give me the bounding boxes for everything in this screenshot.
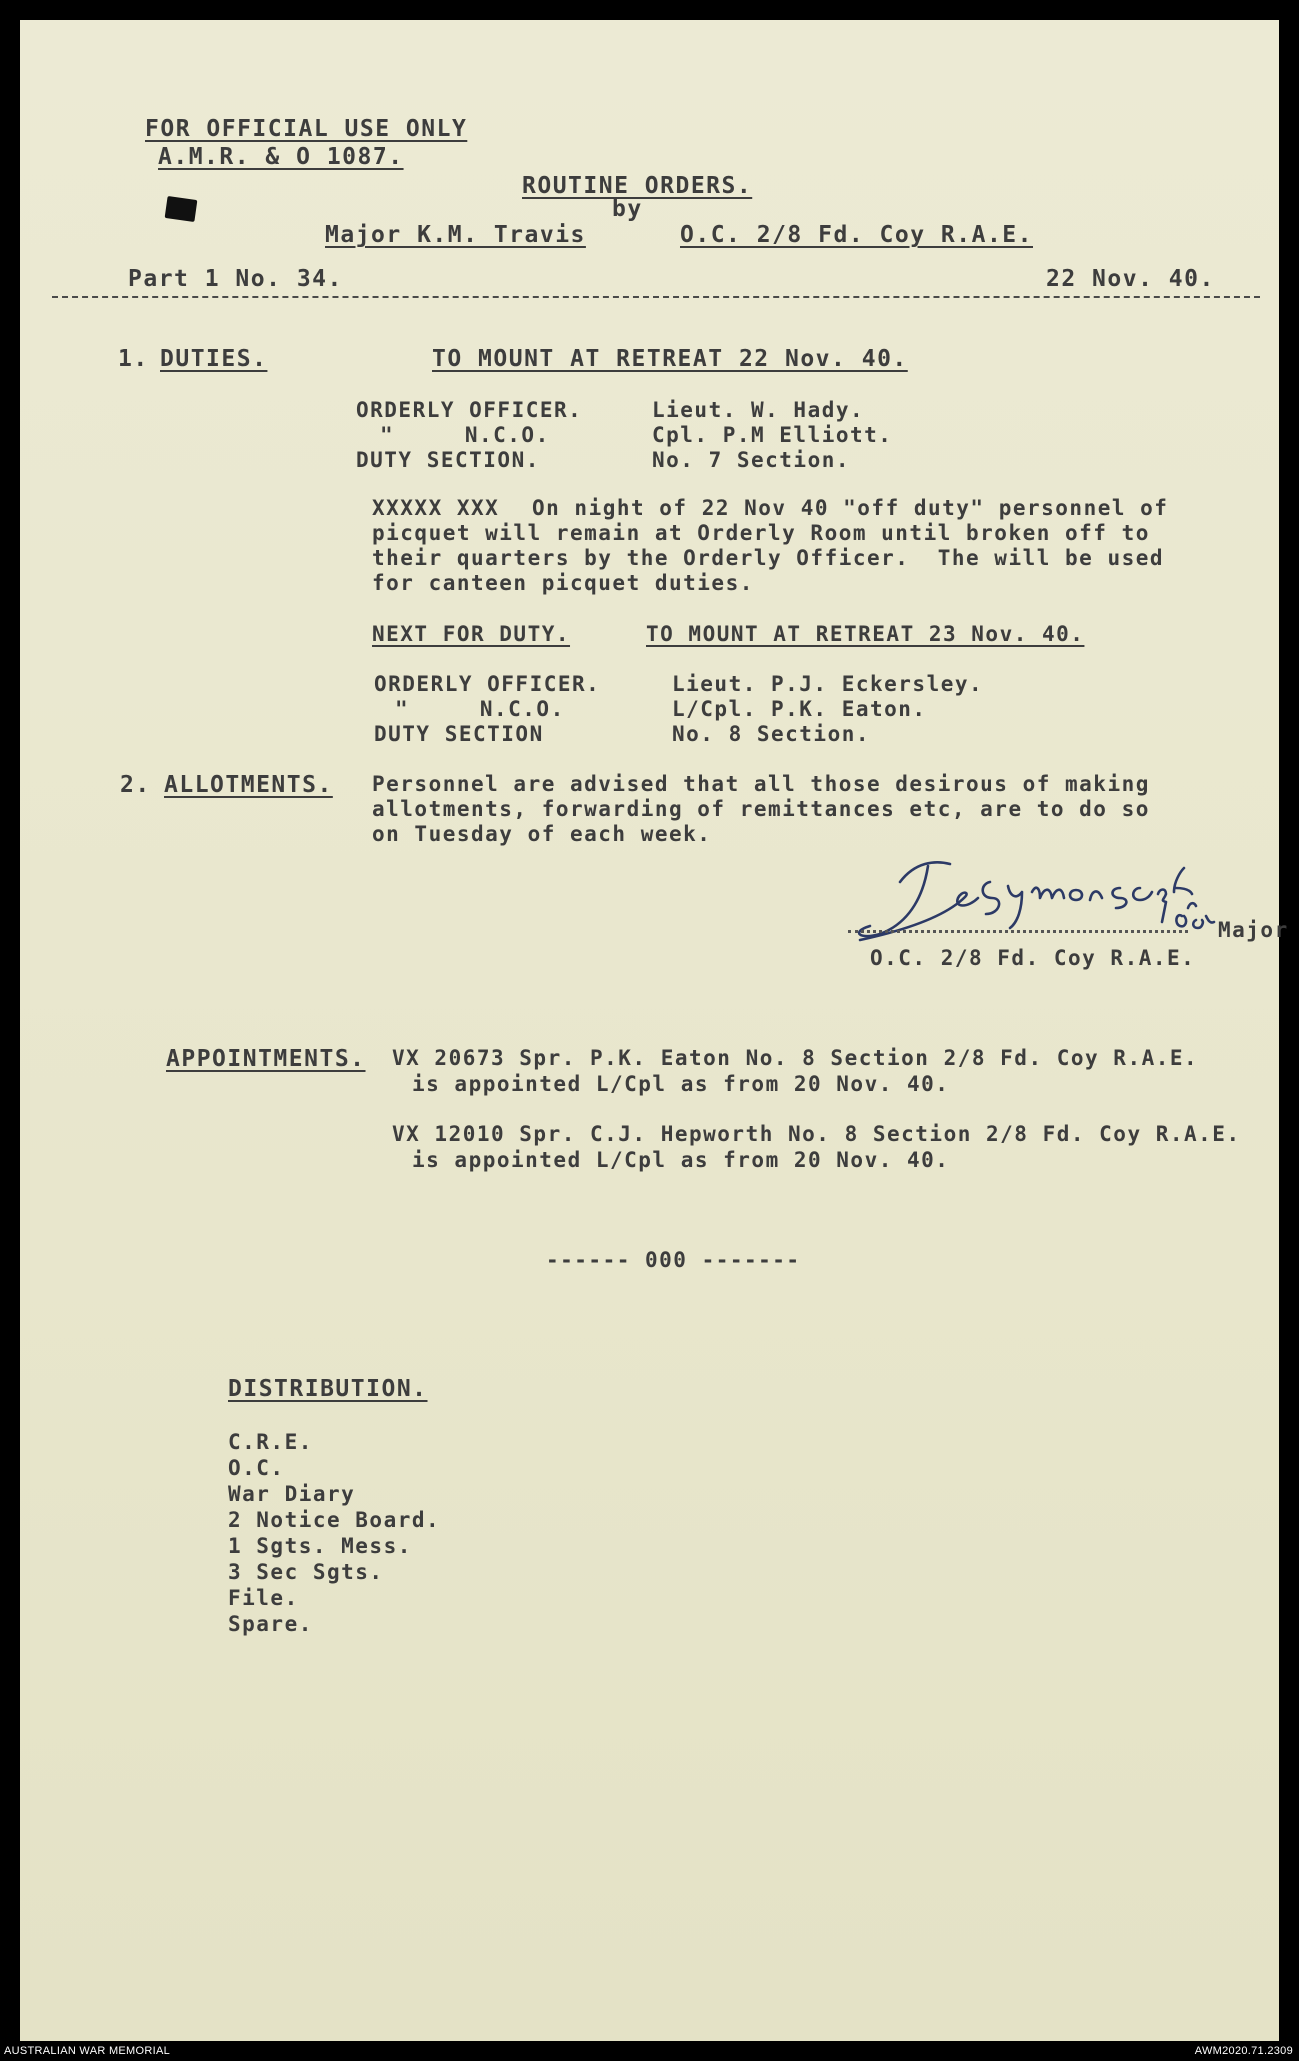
issuer-unit: O.C. 2/8 Fd. Coy R.A.E. xyxy=(680,222,1033,248)
next-roster-name: No. 8 Section. xyxy=(672,722,871,746)
classification-line: FOR OFFICIAL USE ONLY xyxy=(145,116,468,142)
distribution-item: Spare. xyxy=(228,1612,313,1636)
part-number: Part 1 No. 34. xyxy=(128,266,343,292)
mount-line: TO MOUNT AT RETREAT 22 Nov. 40. xyxy=(432,346,908,372)
distribution-heading: DISTRIBUTION. xyxy=(228,1376,428,1402)
allotments-line: allotments, forwarding of remittances etc, are to do so xyxy=(372,797,1150,821)
distribution-item: File. xyxy=(228,1586,299,1610)
note-line: for canteen picquet duties. xyxy=(372,571,754,595)
appointment-line: VX 12010 Spr. C.J. Hepworth No. 8 Section 2/8 Fd. Coy R.A.E. xyxy=(392,1122,1241,1146)
section-2-number: 2. xyxy=(120,772,151,798)
note-line: picquet will remain at Orderly Room until broken off to xyxy=(372,521,1150,545)
next-roster-role: DUTY SECTION xyxy=(374,722,544,746)
signatory-title: O.C. 2/8 Fd. Coy R.A.E. xyxy=(870,946,1196,970)
next-duty-heading: NEXT FOR DUTY. xyxy=(372,622,571,646)
roster-name: No. 7 Section. xyxy=(652,448,851,472)
by-line: by xyxy=(612,196,643,222)
roster-role: " N.C.O. xyxy=(380,423,550,447)
black-ink-mark xyxy=(165,196,198,222)
allotments-line: on Tuesday of each week. xyxy=(372,822,712,846)
next-roster-role: ORDERLY OFFICER. xyxy=(374,672,601,696)
footer-accession: AWM2020.71.2309 xyxy=(1194,2045,1293,2057)
next-roster-name: L/Cpl. P.K. Eaton. xyxy=(672,697,927,721)
distribution-item: O.C. xyxy=(228,1456,285,1480)
section-2-heading: ALLOTMENTS. xyxy=(164,772,333,798)
next-mount-line: TO MOUNT AT RETREAT 23 Nov. 40. xyxy=(646,622,1085,646)
signatory-rank: Major xyxy=(1218,918,1289,942)
archive-footer xyxy=(0,2041,1299,2061)
document-title: ROUTINE ORDERS. xyxy=(522,173,753,199)
appointment-line: is appointed L/Cpl as from 20 Nov. 40. xyxy=(412,1148,950,1172)
issuer-name: Major K.M. Travis xyxy=(325,222,586,248)
distribution-item: 3 Sec Sgts. xyxy=(228,1560,384,1584)
handwritten-signature xyxy=(840,842,1260,962)
next-roster-name: Lieut. P.J. Eckersley. xyxy=(672,672,984,696)
section-separator: ------ 000 ------- xyxy=(546,1248,801,1272)
appointments-heading: APPOINTMENTS. xyxy=(166,1046,366,1072)
section-1-heading: DUTIES. xyxy=(160,346,268,372)
roster-name: Lieut. W. Hady. xyxy=(652,398,865,422)
note-line: On night of 22 Nov 40 "off duty" personnel of xyxy=(532,496,1169,520)
distribution-item: C.R.E. xyxy=(228,1430,313,1454)
document-page xyxy=(20,20,1279,2041)
section-1-number: 1. xyxy=(118,346,149,372)
roster-name: Cpl. P.M Elliott. xyxy=(652,423,893,447)
order-date: 22 Nov. 40. xyxy=(1046,266,1215,292)
struck-text: XXXXX XXX xyxy=(372,496,500,520)
note-line: their quarters by the Orderly Officer. The will be used xyxy=(372,546,1165,570)
roster-role: ORDERLY OFFICER. xyxy=(356,398,583,422)
header-rule xyxy=(52,296,1260,298)
next-roster-role: " N.C.O. xyxy=(395,697,565,721)
distribution-item: 2 Notice Board. xyxy=(228,1508,441,1532)
appointment-line: VX 20673 Spr. P.K. Eaton No. 8 Section 2/8 Fd. Coy R.A.E. xyxy=(392,1046,1199,1070)
footer-institution: AUSTRALIAN WAR MEMORIAL xyxy=(4,2045,171,2057)
allotments-line: Personnel are advised that all those desirous of making xyxy=(372,772,1150,796)
roster-role: DUTY SECTION. xyxy=(356,448,540,472)
distribution-item: War Diary xyxy=(228,1482,356,1506)
appointment-line: is appointed L/Cpl as from 20 Nov. 40. xyxy=(412,1072,950,1096)
signature-dotted-line xyxy=(848,930,1188,933)
reference-line: A.M.R. & O 1087. xyxy=(158,144,404,170)
distribution-item: 1 Sgts. Mess. xyxy=(228,1534,412,1558)
